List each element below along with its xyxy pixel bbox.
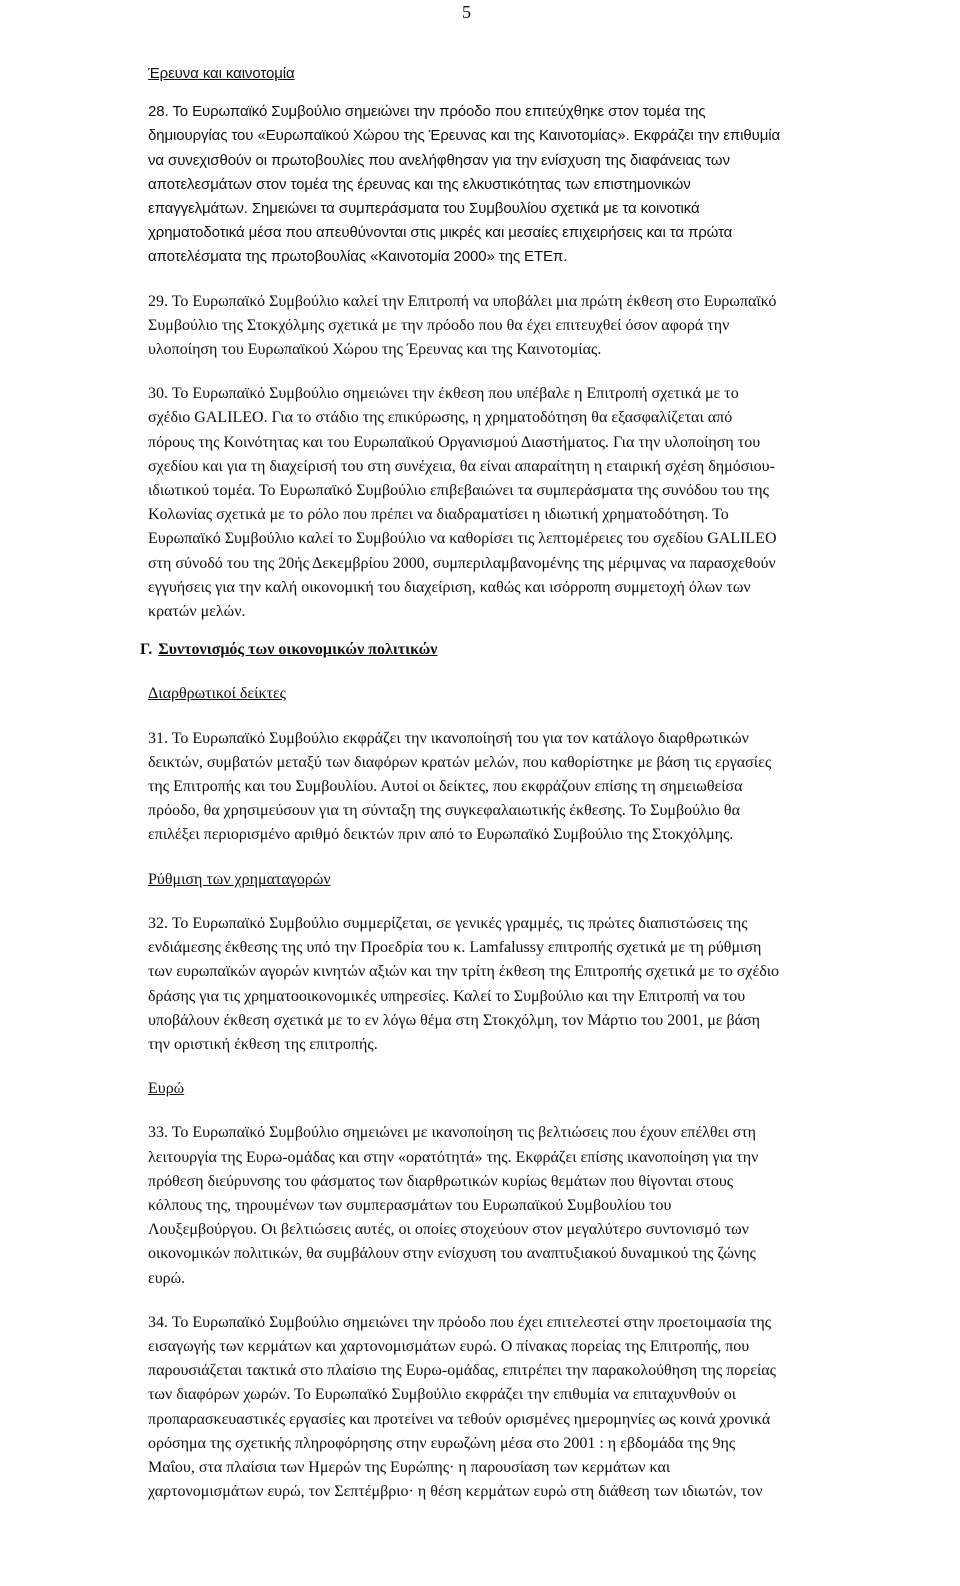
section-heading-research: Έρευνα και καινοτομία	[148, 65, 295, 82]
subsection-heading-euro: Ευρώ	[148, 1080, 185, 1098]
section-letter: Γ.	[140, 641, 153, 659]
spacer	[148, 707, 948, 727]
spacer	[148, 1101, 948, 1121]
paragraph-32: 32. Το Ευρωπαϊκό Συμβούλιο συμμερίζεται, σε γενικές γραμμές, τις πρώτες διαπιστώσεις της ενδιάμεσης έκθεσης της υπό την Προεδρία του κ. Lamfalussy επιτροπής σχετικά με τη ρύθμιση των ευρωπαϊκών αγορών κινητών αξιών και την τρίτη έκθεση της Επιτροπής σχετικά με το σχέδιο δράσης για τις χρηματοοικονομικές υπηρεσίες. Καλεί το Συμβούλιο και την Επιτροπή να του υποβάλουν έκθεση σχετικά με το εν λόγω θέμα στη Στοκχόλμη, τον Μάρτιο του 2001, με βάση την οριστική έκθεση της επιτροπής.	[148, 914, 780, 1053]
paragraph-29: 29. Το Ευρωπαϊκό Συμβούλιο καλεί την Επιτροπή να υποβάλει μια πρώτη έκθεση στο Ευρωπαϊκό Συμβούλιο της Στοκχόλμης σχετικά με την πρόοδο που θα έχει επιτευχθεί όσον αφορά την υλοποίηση του Ευρωπαϊκού Χώρου της Έρευνας και της Καινοτομίας.	[148, 292, 777, 359]
paragraph-34: 34. Το Ευρωπαϊκό Συμβούλιο σημειώνει την πρόοδο που έχει επιτελεστεί στην προετοιμασία της εισαγωγής των κερμάτων και χαρτονομισμάτων ευρώ. Ο πίνακας πορείας της Επιτροπής, που παρουσιάζεται τακτικά στο πλαίσιο της Ευρω-ομάδας, επιτρέπει την παρακολούθηση της πορείας των διαφόρων χωρών. Το Ευρωπαϊκό Συμβούλιο εκφράζει την επιθυμία να επιταχυνθούν οι προπαρασκευαστικές εργασίες και προτείνει να τεθούν ορισμένες ημερομηνίες ως κοινά χρονικά ορόσημα της σχετικής πληροφόρησης στην ευρωζώνη μέσα στο 2001 : η εβδομάδα της 9ης Μαΐου, στα πλαίσια των Ημερών της Ευρώπης· η παρουσίαση των κερμάτων και χαρτονομισμάτων ευρώ, τον Σεπτέμβριο· η θέση κερμάτων ευρώ στη διάθεση των ιδιωτών, τον	[148, 1313, 776, 1501]
spacer	[148, 1291, 948, 1311]
subsection-heading-indicators: Διαρθρωτικοί δείκτες	[148, 685, 286, 703]
spacer	[148, 662, 948, 682]
document-body	[140, 62, 948, 1504]
paragraph-30: 30. Το Ευρωπαϊκό Συμβούλιο σημειώνει την έκθεση που υπέβαλε η Επιτροπή σχετικά με το σχέδιο GALILEO. Για το στάδιο της επικύρωσης, η χρηματοδότηση θα εξασφαλίζεται από πόρους της Κοινότητας και του Ευρωπαϊκού Οργανισμού Διαστήματος. Για την υλοποίηση του σχεδίου και για τη διαχείρισή του στη συνέχεια, θα είναι απαραίτητη η εταιρική σχέση δημόσιου- ιδιωτικού τομέα. Το Ευρωπαϊκό Συμβούλιο επιβεβαιώνει τα συμπεράσματα της συνόδου του της Κολωνίας σχετικά με το ρόλο που πρέπει να διαδραματίσει η ιδιωτική χρηματοδότηση. Το Ευρωπαϊκό Συμβούλιο καλεί το Συμβούλιο να καθορίσει τις λεπτομέρειες του σχεδίου GALILEO στη σύνοδό του της 20ής Δεκεμβρίου 2000, συμπεριλαμβανομένης της μέριμνας να παρασχεθούν εγγυήσεις για την καλή οικονομική του διαχείριση, καθώς και ισόρροπη συμμετοχή όλων των κρατών μελών.	[148, 385, 777, 621]
spacer	[148, 848, 948, 868]
paragraph-33: 33. Το Ευρωπαϊκό Συμβούλιο σημειώνει με ικανοποίηση τις βελτιώσεις που έχουν επέλθει στη λειτουργία της Ευρω-ομάδας και στην «ορατότητά» της. Εκφράζει επίσης ικανοποίηση για την πρόθεση διεύρυνσης του φάσματος των διαρθρωτικών κυρίως θεμάτων που θίγονται στους κόλπους της, τηρουμένων των συμπερασμάτων του Ευρωπαϊκού Συμβουλίου του Λουξεμβούργου. Οι βελτιώσεις αυτές, οι οποίες στοχεύουν στον μεγαλύτερο συντονισμό των οικονομικών πολιτικών, θα συμβάλουν στην ενίσχυση του αναπτυξιακού δυναμικού της ζώνης ευρώ.	[148, 1124, 759, 1287]
subsection-heading-markets: Ρύθμιση των χρηματαγορών	[148, 870, 331, 888]
spacer	[148, 1057, 948, 1077]
spacer	[148, 624, 948, 638]
section-title-text: Συντονισμός των οικονομικών πολιτικών	[158, 641, 438, 659]
page-number: 5	[462, 2, 471, 22]
spacer	[148, 362, 948, 382]
spacer	[148, 892, 948, 912]
paragraph-31: 31. Το Ευρωπαϊκό Συμβούλιο εκφράζει την ικανοποίησή του για τον κατάλογο διαρθρωτικών δεικτών, συμβατών μεταξύ των διαφόρων κρατών μελών, που καθορίστηκε με βάση τις εργασίες της Επιτροπής και του Συμβουλίου. Αυτοί οι δείκτες, που εκφράζουν επίσης τη σημειωθείσα πρόοδο, θα χρησιμεύσουν για τη σύνταξη της συγκεφαλαιωτικής έκθεσης. Το Συμβούλιο θα επιλέξει περιορισμένο αριθμό δεικτών πριν από το Ευρωπαϊκό Συμβούλιο της Στοκχόλμης.	[148, 729, 772, 844]
section-title-c	[140, 638, 940, 662]
spacer	[148, 270, 948, 290]
paragraph-28: 28. Το Ευρωπαϊκό Συμβούλιο σημειώνει την πρόοδο που επιτεύχθηκε στον τομέα της δημιουργίας του «Ευρωπαϊκού Χώρου της Έρευνας και της Καινοτομίας». Εκφράζει την επιθυμία να συνεχισθούν οι πρωτοβουλίες που ανελήφθησαν για την ενίσχυση της διαφάνειας των αποτελεσμάτων στον τομέα της έρευνας και της ελκυστικότητας των επιστημονικών επαγγελμάτων. Σημειώνει τα συμπεράσματα του Συμβουλίου σχετικά με τα κοινοτικά χρηματοδοτικά μέσα που απευθύνονται στις μικρές και μεσαίες επιχειρήσεις και τα πρώτα αποτελέσματα της πρωτοβουλίας «Καινοτομία 2000» της ΕΤΕπ.	[148, 103, 781, 266]
spacer	[148, 86, 948, 100]
